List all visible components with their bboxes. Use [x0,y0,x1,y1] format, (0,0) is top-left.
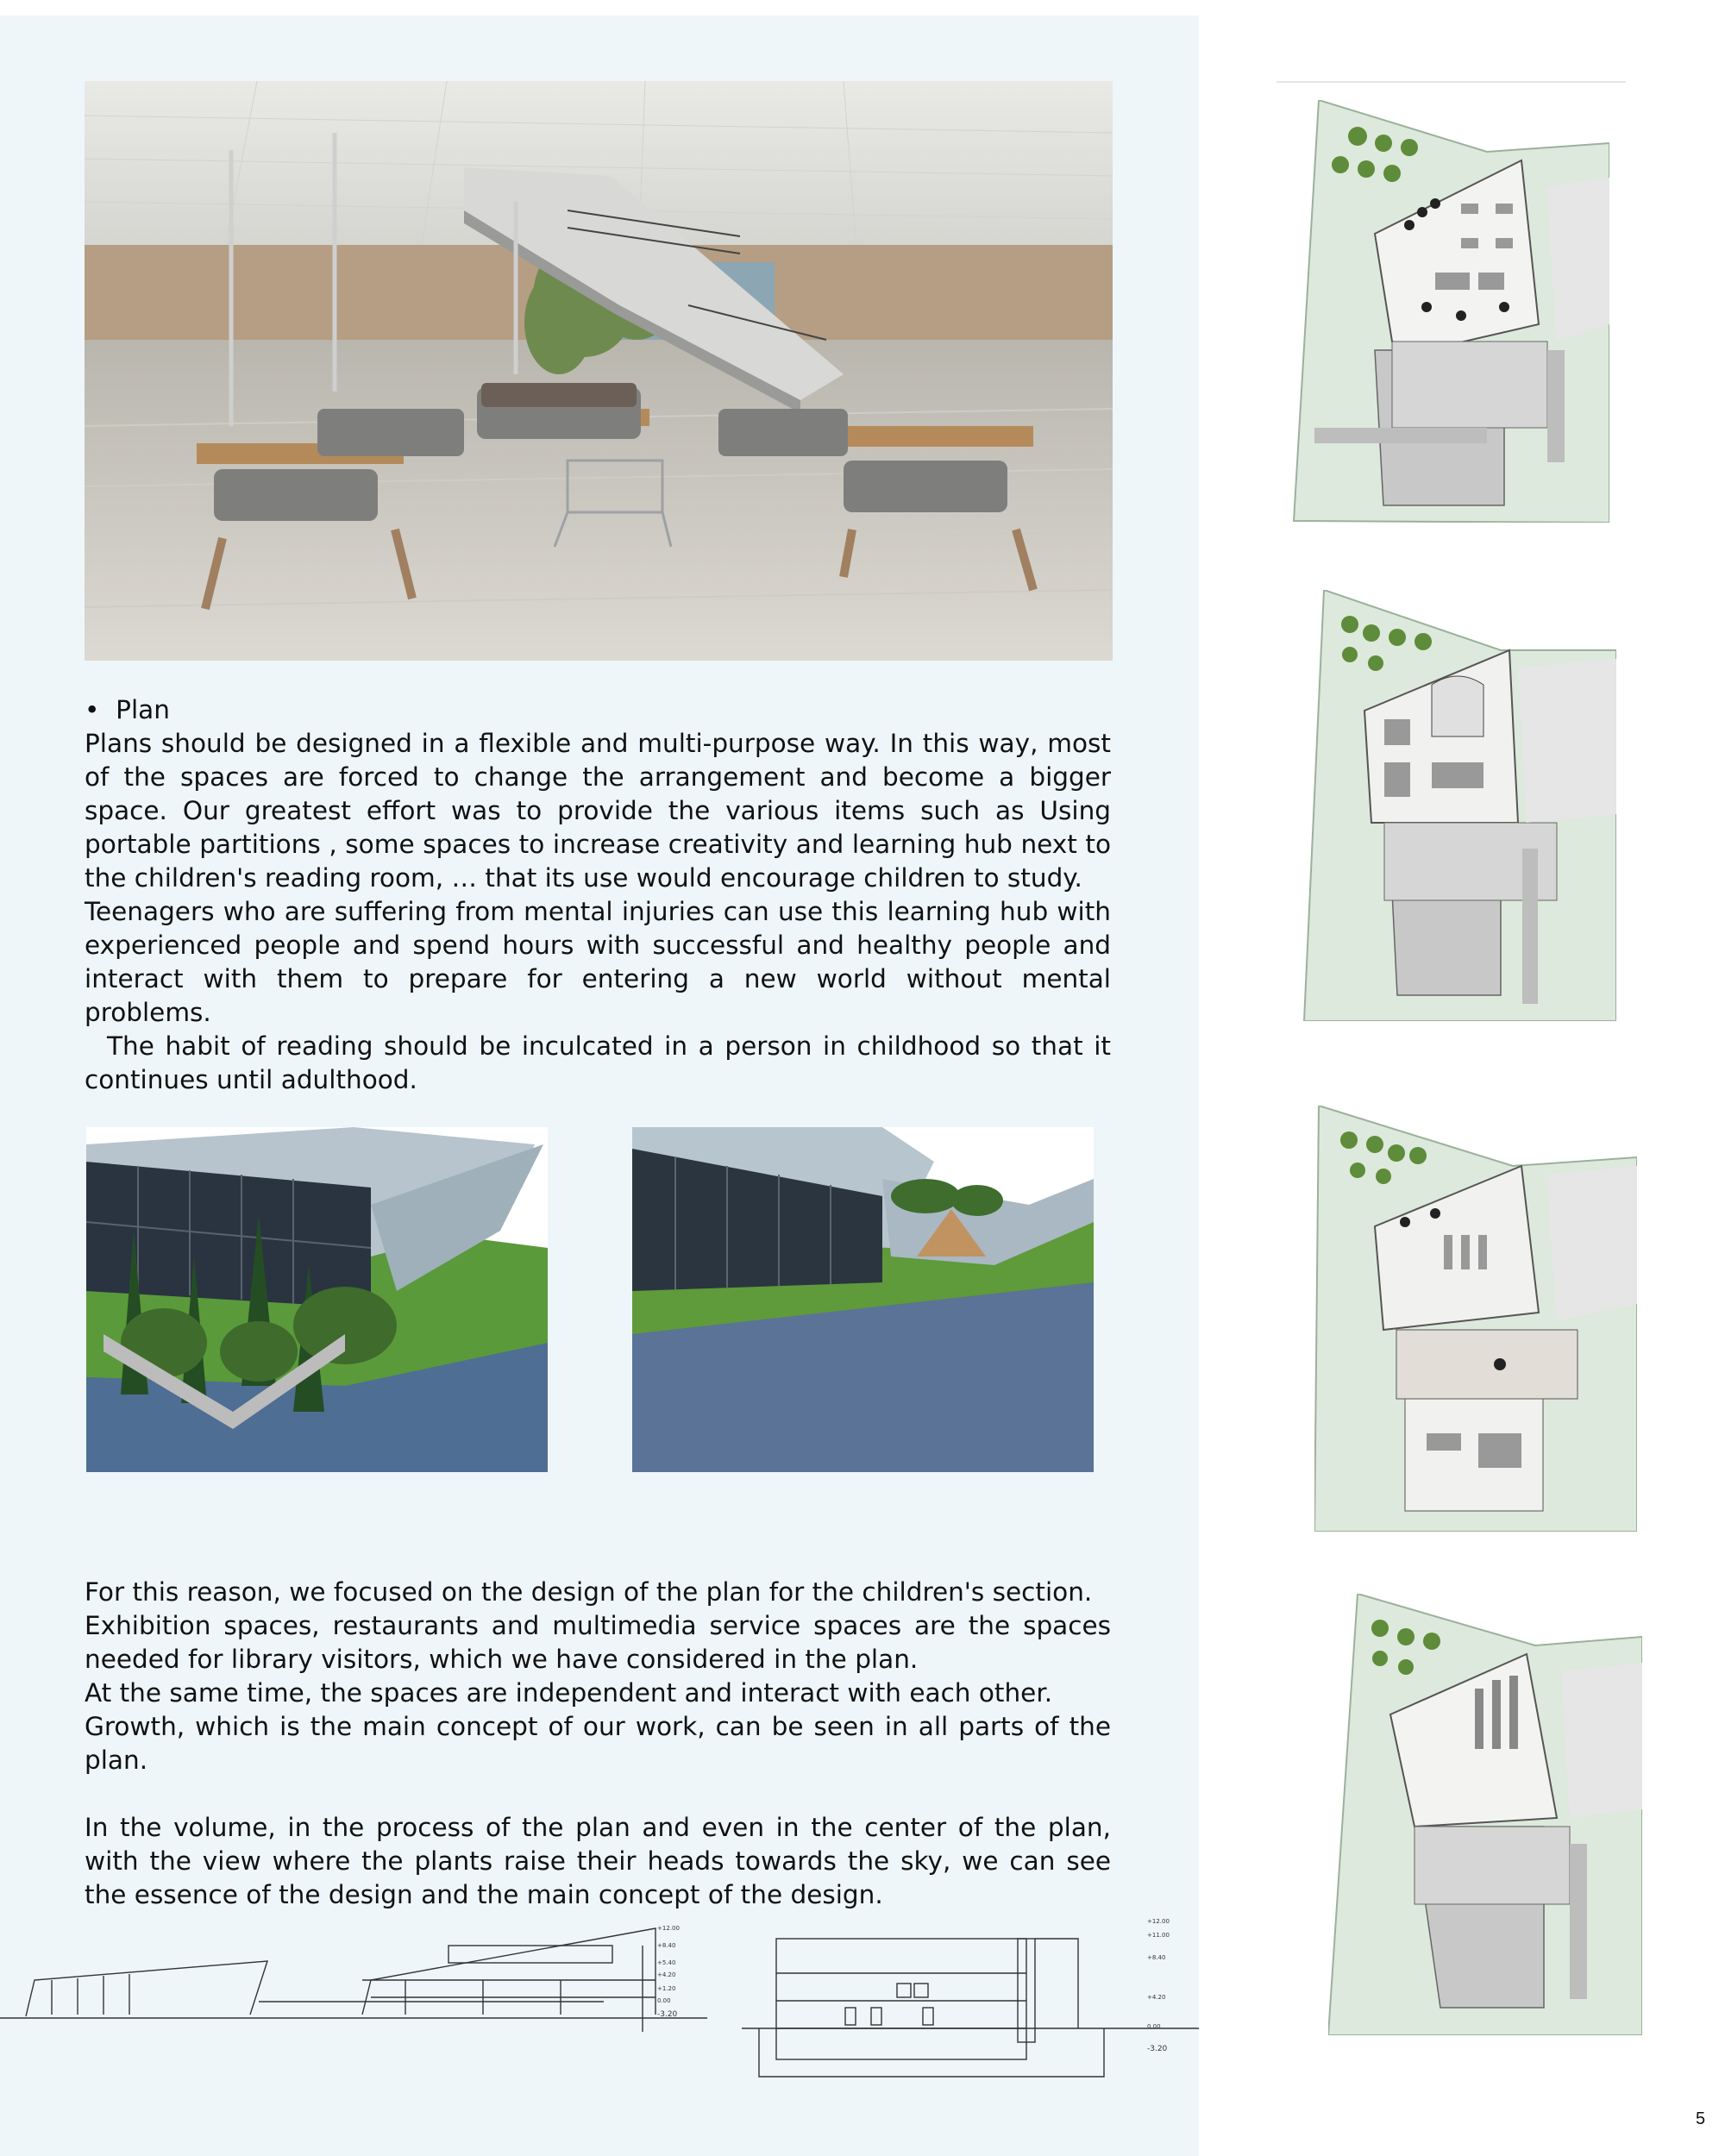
paragraph-8: In the volume, in the process of the plan and even in the center of the plan, with the view where the plants raise their heads towards the sky, we can see the essence of the design and the main concept of the design. [85,1813,1111,1909]
building-section-a [0,1894,707,2058]
section-a-level-1: +12.00 [657,1925,680,1932]
section-b-level-2: +11.00 [1147,1932,1170,1939]
exterior-render-right [632,1127,1094,1472]
floor-plan-1 [1289,100,1609,523]
section-a-level-5: +1.20 [657,1985,676,1992]
floor-plan-4 [1328,1594,1642,2035]
plan-heading [85,693,1111,727]
page-number: 5 [1696,2109,1706,2128]
top-divider [1276,81,1626,83]
section-b-level-6: -3.20 [1147,2045,1168,2053]
body-text [85,693,1111,1097]
section-a-level-2: +8.40 [657,1942,676,1949]
section-a-level-7: -3.20 [657,2010,678,2019]
paragraph-7: Growth, which is the main concept of our work, can be seen in all parts of the plan. [85,1712,1111,1775]
body-text-2 [85,1576,1111,1912]
section-a-level-4: +4.20 [657,1971,676,1978]
building-section-b [742,1913,1199,2085]
paragraph-6: At the same time, the spaces are independent and interact with each other. [85,1678,1053,1708]
floor-plan-2 [1302,590,1616,1021]
paragraph-4: For this reason, we focused on the design of the plan for the children's section. [85,1577,1093,1607]
paragraph-3: The habit of reading should be inculcated in a person in childhood so that it continues until adulthood. [85,1031,1111,1094]
exterior-render-left [86,1127,548,1472]
paragraph-2: Teenagers who are suffering from mental injuries can use this learning hub with experienced people and spend hours with successful and healthy people and interact with them to prepare for entering a new world without mental problems. [85,897,1111,1027]
paragraph-1: Plans should be designed in a flexible and multi-purpose way. In this way, most of the spaces are forced to change the arrangement and become a bigger space. Our greatest effort was to provide the various items such as Using portable partitions , some spaces to increase creativity and learning hub next to the children's reading room, … that its use would encourage children to study. [85,729,1111,893]
section-b-level-4: +4.20 [1147,1994,1166,2001]
bullet-marker: • [85,695,100,724]
floor-plan-3 [1314,1106,1637,1532]
section-b-level-3: +8.40 [1147,1954,1166,1961]
section-a-level-3: +5.40 [657,1959,676,1966]
paragraph-5: Exhibition spaces, restaurants and multimedia service spaces are the spaces needed for library visitors, which we have considered in the plan. [85,1611,1111,1674]
heading-label: Plan [116,695,170,724]
paragraph-gap [85,1777,1111,1811]
section-b-level-1: +12.00 [1147,1918,1170,1925]
section-a-level-6: 0.00 [657,1997,671,2004]
section-b-level-5: 0.00 [1147,2023,1161,2030]
interior-render-image [85,81,1113,661]
